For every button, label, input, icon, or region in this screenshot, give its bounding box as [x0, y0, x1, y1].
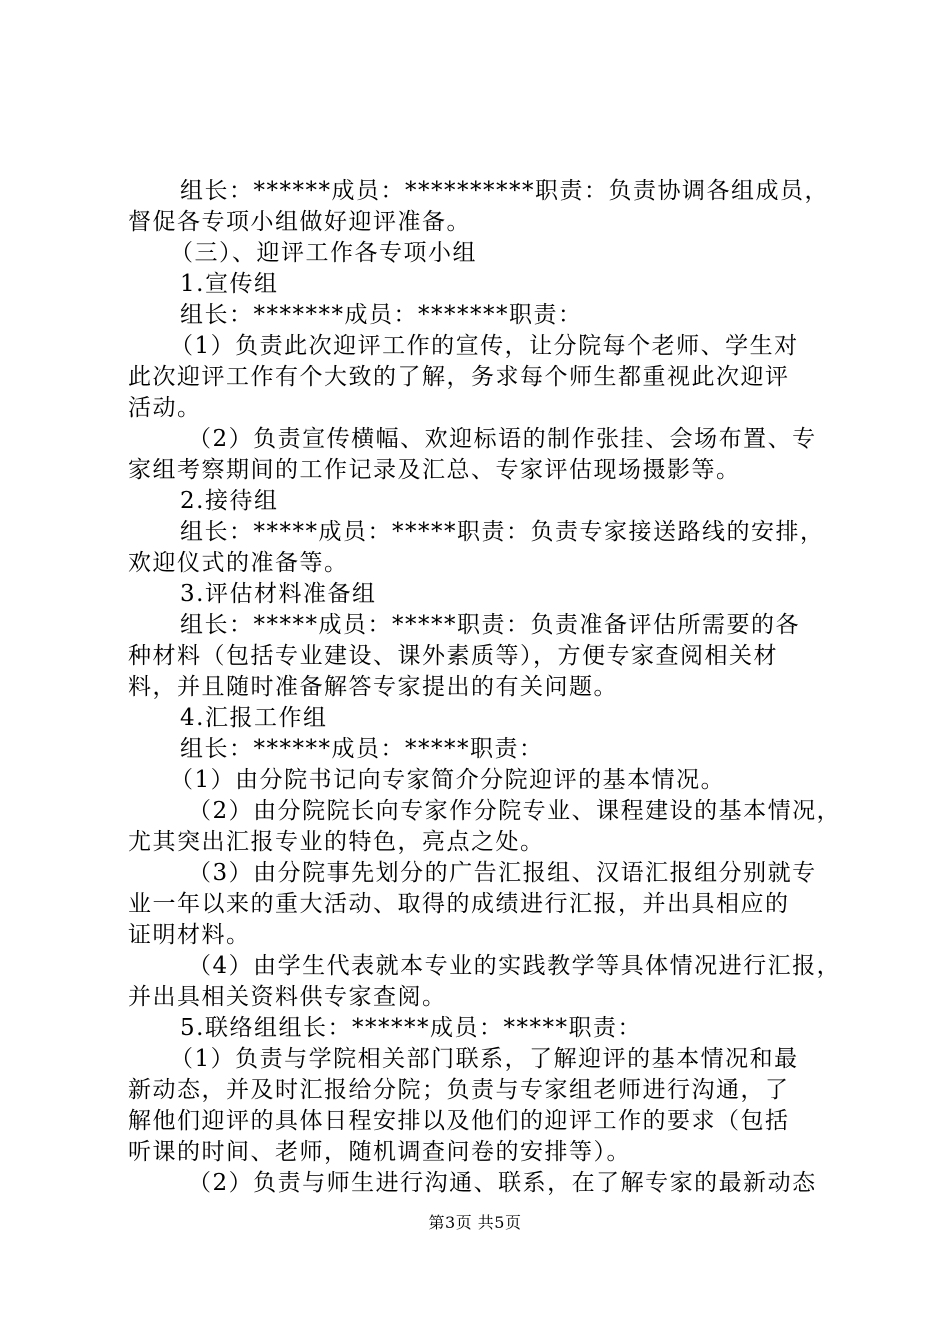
text-line: 欢迎仪式的准备等。: [128, 550, 349, 576]
text-line: 解他们迎评的具体日程安排以及他们的迎评工作的要求（包括: [128, 1108, 790, 1134]
text-line: 组长：*******成员：*******职责：: [180, 302, 583, 328]
text-line: 料，并且随时准备解答专家提出的有关问题。: [128, 674, 618, 700]
text-line: 组长：******成员：**********职责：负责协调各组成员，: [180, 178, 829, 204]
subsection-heading: 5.联络组组长：******成员：*****职责：: [180, 1015, 642, 1041]
page-number-footer: 第3页 共5页: [428, 1213, 522, 1232]
text-line: （2）负责与师生进行沟通、联系，在了解专家的最新动态: [188, 1170, 817, 1196]
text-line: 组长：******成员：*****职责：: [180, 736, 544, 762]
text-line: 证明材料。: [128, 922, 251, 948]
text-line: （3）由分院事先划分的广告汇报组、汉语汇报组分别就专: [188, 860, 817, 886]
text-line: 组长：*****成员：*****职责：负责专家接送路线的安排，: [180, 519, 825, 545]
document-body: [128, 176, 842, 1199]
text-line: （1）负责此次迎评工作的宣传，让分院每个老师、学生对: [170, 333, 799, 359]
text-line: （1）负责与学院相关部门联系，了解迎评的基本情况和最: [170, 1046, 799, 1072]
subsection-heading: 1.宣传组: [180, 271, 279, 297]
text-line: 并出具相关资料供专家查阅。: [128, 984, 447, 1010]
subsection-heading: 2.接待组: [180, 488, 279, 514]
text-line: 组长：*****成员：*****职责：负责准备评估所需要的各: [180, 612, 800, 638]
subsection-heading: 3.评估材料准备组: [180, 581, 377, 607]
text-line: 新动态，并及时汇报给分院；负责与专家组老师进行沟通，了: [128, 1077, 790, 1103]
text-line: 活动。: [128, 395, 202, 421]
text-line: 家组考察期间的工作记录及汇总、专家评估现场摄影等。: [128, 457, 741, 483]
text-line: 尤其突出汇报专业的特色，亮点之处。: [128, 829, 545, 855]
subsection-heading: 4.汇报工作组: [180, 705, 328, 731]
text-line: （1）由分院书记向专家简介分院迎评的基本情况。: [170, 767, 726, 793]
text-line: 此次迎评工作有个大致的了解，务求每个师生都重视此次迎评: [128, 364, 790, 390]
text-line: 听课的时间、老师，随机调查问卷的安排等）。: [128, 1139, 631, 1165]
text-line: （4）由学生代表就本专业的实践教学等具体情况进行汇报，: [188, 953, 842, 979]
text-line: 业一年以来的重大活动、取得的成绩进行汇报，并出具相应的: [128, 891, 790, 917]
text-line: （2）负责宣传横幅、欢迎标语的制作张挂、会场布置、专: [188, 426, 817, 452]
text-line: （2）由分院院长向专家作分院专业、课程建设的基本情况，: [188, 798, 842, 824]
section-heading: （三）、迎评工作各专项小组: [170, 240, 477, 266]
text-line: 督促各专项小组做好迎评准备。: [128, 209, 471, 235]
text-line: 种材料（包括专业建设、课外素质等），方便专家查阅相关材: [128, 643, 778, 669]
